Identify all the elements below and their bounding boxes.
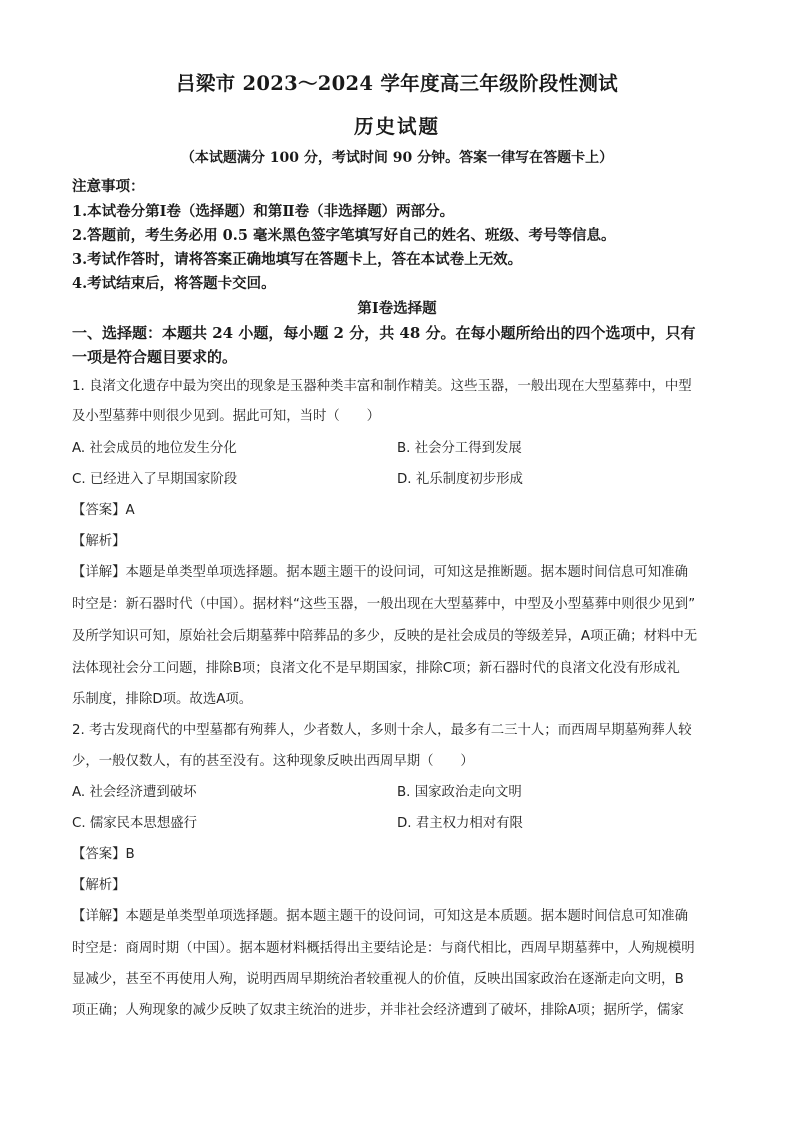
detail-line: 时空是：商周时期（中国）。据本题材料概括得出主要结论是：与商代相比，西周早期墓葬中，人殉规模明 [72,941,695,956]
option-a: A. 社会成员的地位发生分化 [72,441,237,456]
section-instruction: 一项是符合题目要求的。 [72,348,238,366]
analysis-label: 【解析】 [72,878,126,893]
exam-info: （本试题满分 100 分，考试时间 90 分钟。答案一律写在答题卡上） [180,150,614,166]
detail-line: 项正确；人殉现象的减少反映了奴隶主统治的进步，并非社会经济遭到了破坏，排除A项；据所学，儒家 [72,1003,684,1018]
subject-title: 历史试题 [353,115,440,138]
option-d: D. 君主权力相对有限 [397,816,523,831]
question-stem: 1. 良渚文化遗存中最为突出的现象是玉器种类丰富和制作精美。这些玉器，一般出现在大型墓葬中，中型 [72,379,692,394]
detail-line: 及所学知识可知，原始社会后期墓葬中陪葬品的多少，反映的是社会成员的等级差异，A项正确；材料中无 [72,629,698,644]
answer-label: 【答案】B [72,847,135,862]
option-a: A. 社会经济遭到破坏 [72,785,197,800]
question-stem: 及小型墓葬中则很少见到。据此可知，当时（ ） [72,409,380,424]
notes-item: 4.考试结束后，将答题卡交回。 [72,275,276,292]
section-title: 第Ⅰ卷选择题 [357,300,437,317]
option-d: D. 礼乐制度初步形成 [397,472,523,487]
exam-title: 吕梁市 2023～2024 学年度高三年级阶段性测试 [176,72,618,95]
analysis-label: 【解析】 [72,534,126,549]
option-c: C. 儒家民本思想盛行 [72,816,197,831]
answer-label: 【答案】A [72,503,135,518]
section-instruction: 一、选择题：本题共 24 小题，每小题 2 分，共 48 分。在每小题所给出的四个选项中，只有 [72,324,696,342]
detail-line: 【详解】本题是单类型单项选择题。据本题主题干的设问词，可知这是推断题。据本题时间信息可知准确 [72,565,688,580]
option-c: C. 已经进入了早期国家阶段 [72,472,238,487]
detail-line: 乐制度，排除D项。故选A项。 [72,692,253,707]
detail-line: 法体现社会分工问题，排除B项；良渚文化不是早期国家，排除C项；新石器时代的良渚文化没有形成礼 [72,661,680,676]
option-b: B. 国家政治走向文明 [397,785,522,800]
notes-item: 2.答题前，考生务必用 0.5 毫米黑色签字笔填写好自己的姓名、班级、考号等信息。 [72,227,616,244]
question-stem: 2. 考古发现商代的中型墓都有殉葬人，少者数人，多则十余人，最多有二三十人；而西周早期墓殉葬人较 [72,723,692,738]
detail-line: 时空是：新石器时代（中国）。据材料“这些玉器，一般出现在大型墓葬中，中型及小型墓葬中则很少见到” [72,597,696,612]
detail-line: 【详解】本题是单类型单项选择题。据本题主题干的设问词，可知这是本质题。据本题时间信息可知准确 [72,909,688,924]
question-stem: 少，一般仅数人，有的甚至没有。这种现象反映出西周早期（ ） [72,754,474,769]
notes-item: 1.本试卷分第Ⅰ卷（选择题）和第Ⅱ卷（非选择题）两部分。 [72,203,455,220]
notes-item: 3.考试作答时，请将答案正确地填写在答题卡上，答在本试卷上无效。 [72,251,523,268]
option-b: B. 社会分工得到发展 [397,441,522,456]
notes-heading: 注意事项： [72,178,145,195]
detail-line: 显减少，甚至不再使用人殉，说明西周早期统治者较重视人的价值，反映出国家政治在逐渐走向文明，B [72,972,684,987]
